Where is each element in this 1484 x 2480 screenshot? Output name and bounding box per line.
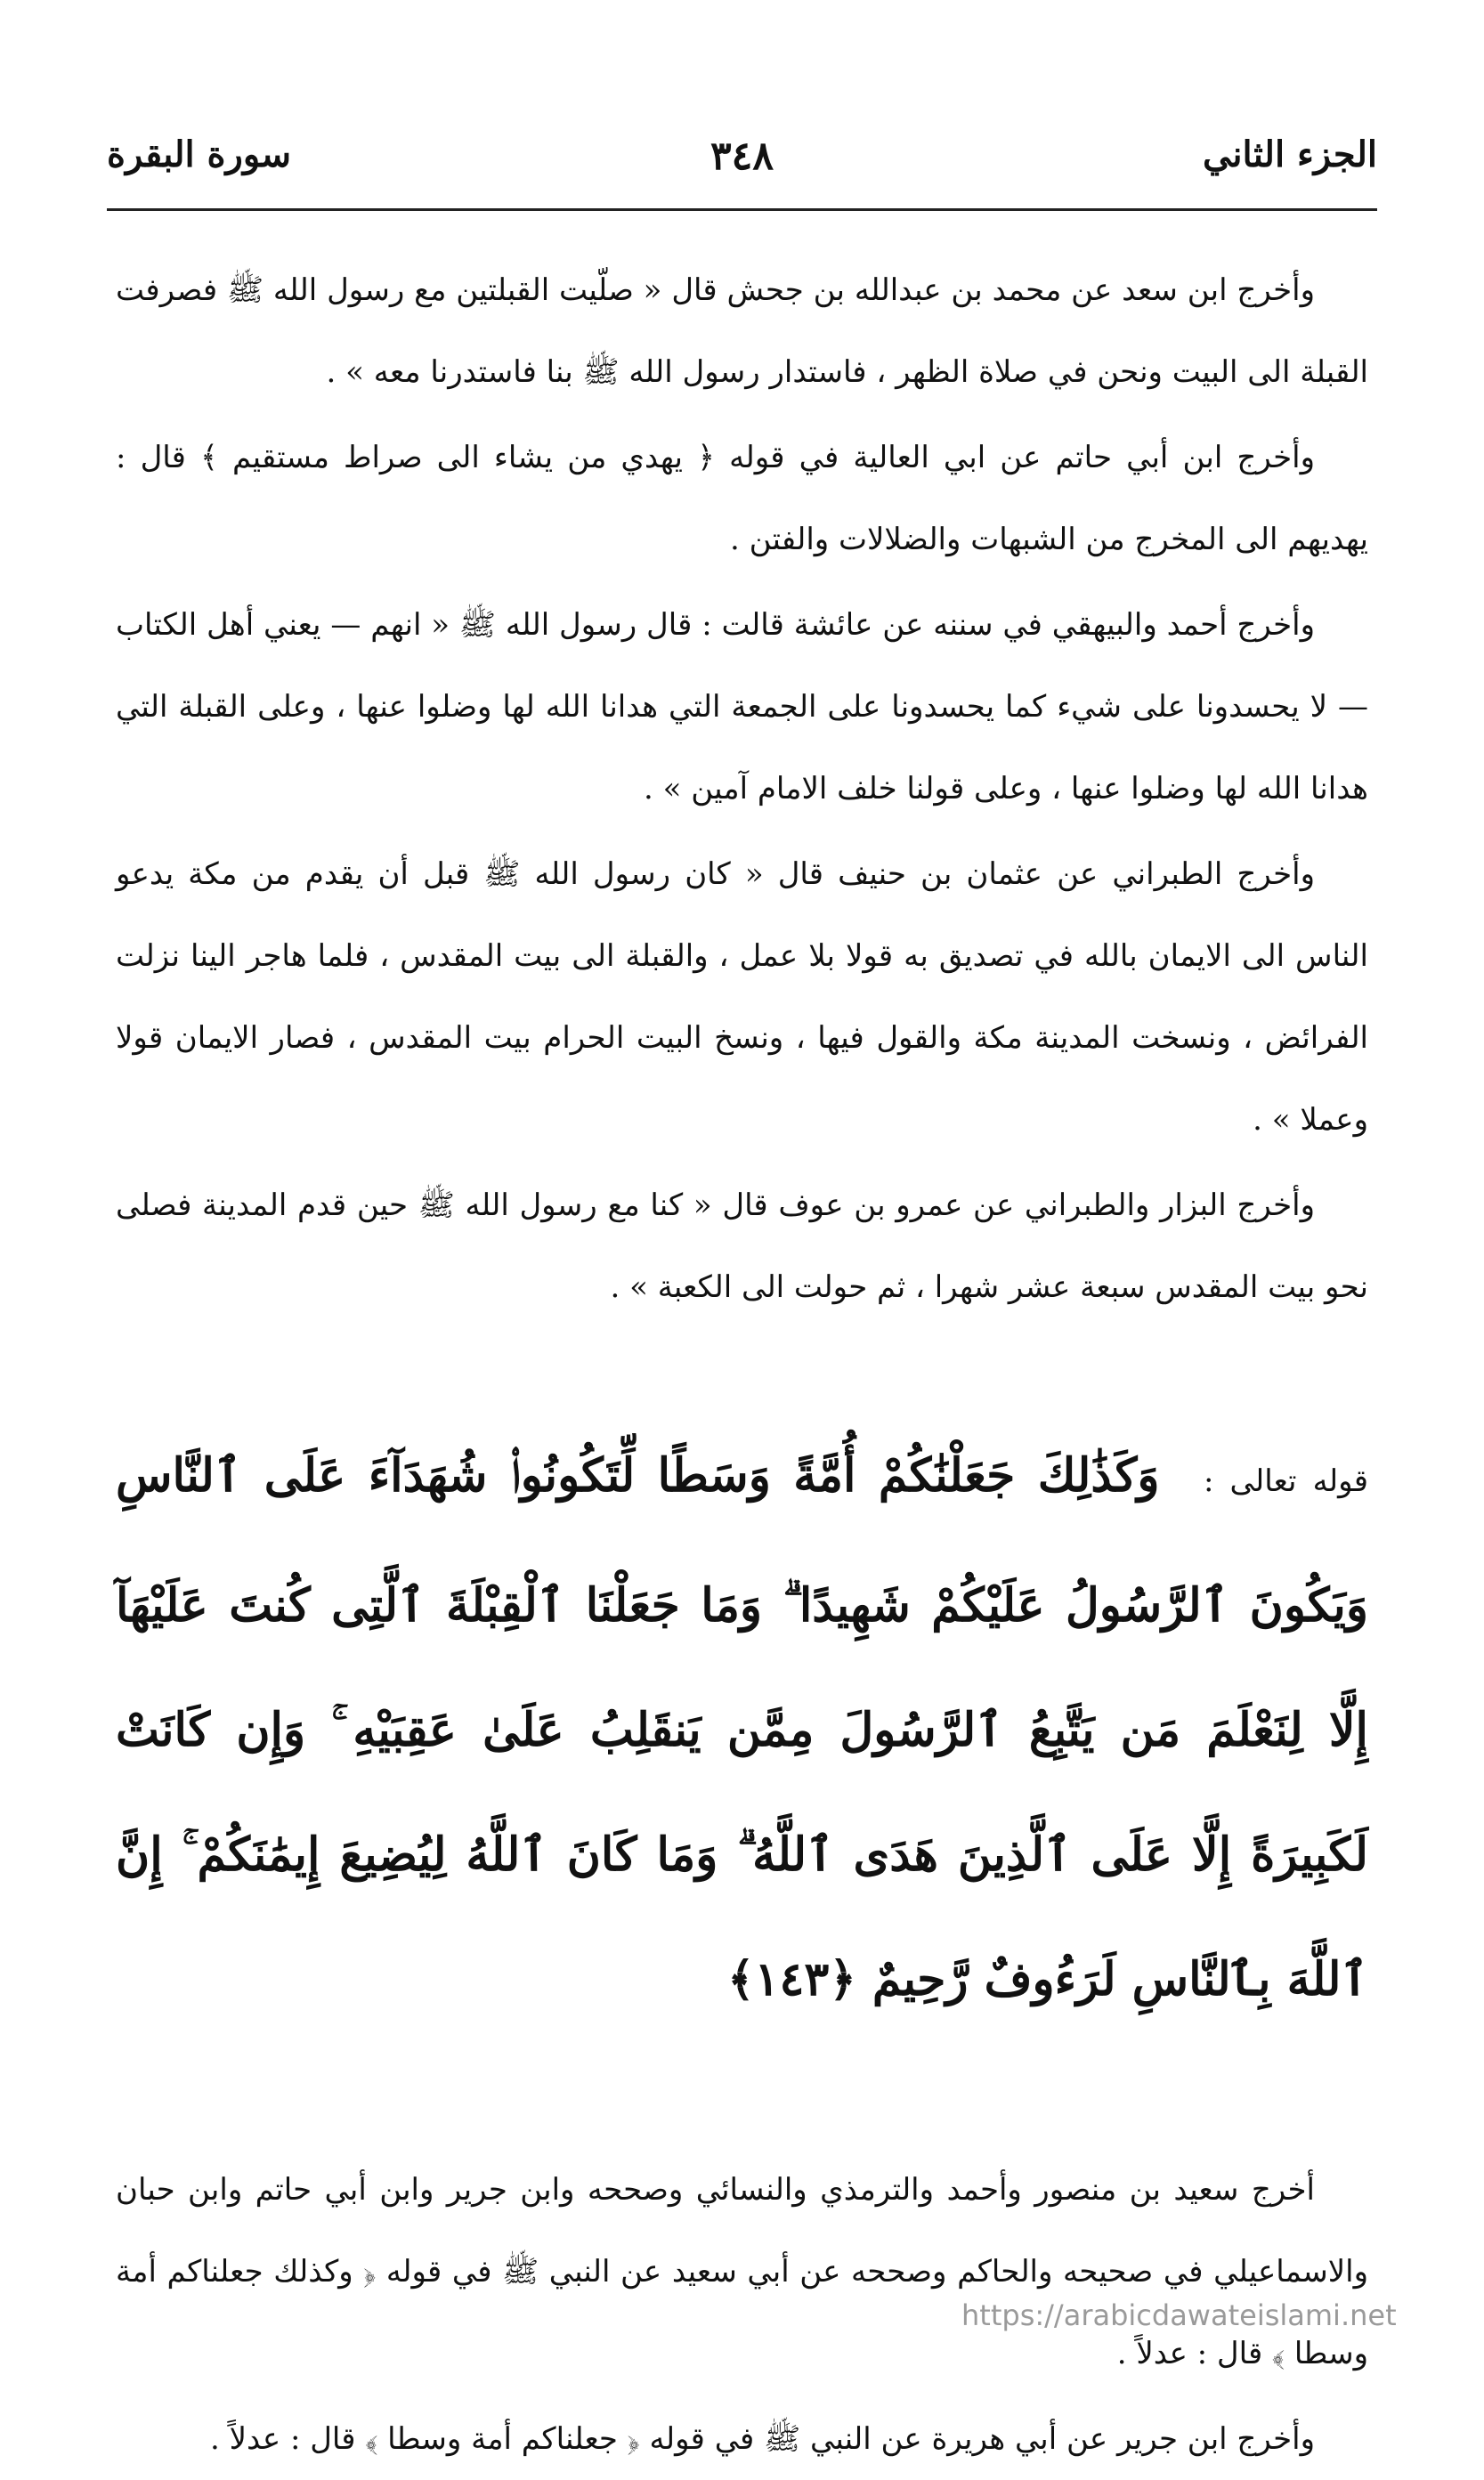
verse-intro: قوله تعالى :	[1203, 1463, 1368, 1499]
paragraph: وأخرج ابن أبي حاتم عن ابي العالية في قوله ﴿ يهدي من يشاء الى صراط مستقيم ﴾ قال : يهديهم الى المخرج من الشبهات والضلالات والفتن .	[116, 440, 1368, 557]
paragraph: وأخرج أحمد والبيهقي في سننه عن عائشة قالت : قال رسول الله ﷺ « انهم — يعني أهل الكتاب — لا يحسدونا على شيء كما يحسدونا على الجمعة التي هدانا الله لها وضلوا عنها ، وعلى القبلة التي هدانا الله لها وضلوا عنها ، وعلى قولنا خلف الامام آمين » .	[116, 607, 1368, 806]
paragraph: وأخرج ابن جرير عن أبي هريرة عن النبي ﷺ في قوله ﴿ جعلناكم أمة وسطا ﴾ قال : عدلاً .	[210, 2421, 1315, 2457]
paragraph: وأخرج البزار والطبراني عن عمرو بن عوف قال « كنا مع رسول الله ﷺ حين قدم المدينة فصلى نحو بيت المقدس سبعة عشر شهرا ، ثم حولت الى الكعبة » .	[116, 1187, 1368, 1305]
paragraph: أخرج سعيد بن منصور وأحمد والترمذي والنسائي وصححه وابن جرير وابن أبي حاتم وابن حبان والاسماعيلي في صحيحه والحاكم وصححه عن أبي سعيد عن النبي ﷺ في قوله ﴿ وكذلك جعلناكم أمة وسطا ﴾ قال : عدلاً .	[116, 2172, 1368, 2371]
paragraph: وأخرج الطبراني عن عثمان بن حنيف قال « كان رسول الله ﷺ قبل أن يقدم من مكة يدعو الناس الى الايمان بالله في تصديق به قولا بلا عمل ، والقبلة الى بيت المقدس ، فلما هاجر الينا نزلت الفرائض ، ونسخت المدينة مكة والقول فيها ، ونسخ البيت الحرام بيت المقدس ، فصار الايمان قولا وعملا » .	[116, 856, 1368, 1138]
part-title: الجزء الثاني	[1203, 134, 1377, 175]
page-header	[107, 134, 1377, 196]
watermark-url: https://arabicdawateislami.net	[961, 2298, 1397, 2332]
verse-text: وَكَذَٰلِكَ جَعَلْنَٰكُمْ أُمَّةً وَسَطًا لِّتَكُونُوا۟ شُهَدَآءَ عَلَى ٱلنَّاسِ وَيَكُونَ ٱلرَّسُولُ عَلَيْكُمْ شَهِيدًا ۗ وَمَا جَعَلْنَا ٱلْقِبْلَةَ ٱلَّتِى كُنتَ عَلَيْهَآ إِلَّا لِنَعْلَمَ مَن يَتَّبِعُ ٱلرَّسُولَ مِمَّن يَنقَلِبُ عَلَىٰ عَقِبَيْهِ ۚ وَإِن كَانَتْ لَكَبِيرَةً إِلَّا عَلَى ٱلَّذِينَ هَدَى ٱللَّهُ ۗ وَمَا كَانَ ٱللَّهُ لِيُضِيعَ إِيمَٰنَكُمْ ۚ إِنَّ ٱللَّهَ بِٱلنَّاسِ لَرَءُوفٌ رَّحِيمٌ ﴿١٤٣﴾	[116, 1448, 1368, 2006]
page-number: ٣٤٨	[710, 134, 774, 179]
header-divider	[107, 208, 1377, 211]
surah-title: سورة البقرة	[107, 134, 292, 175]
paragraph: وأخرج ابن سعد عن محمد بن عبدالله بن جحش قال « صلّيت القبلتين مع رسول الله ﷺ فصرفت القبلة الى البيت ونحن في صلاة الظهر ، فاستدار رسول الله ﷺ بنا فاستدرنا معه » .	[116, 272, 1368, 390]
quran-verse	[116, 1414, 1368, 2042]
page-body	[116, 249, 1368, 2480]
